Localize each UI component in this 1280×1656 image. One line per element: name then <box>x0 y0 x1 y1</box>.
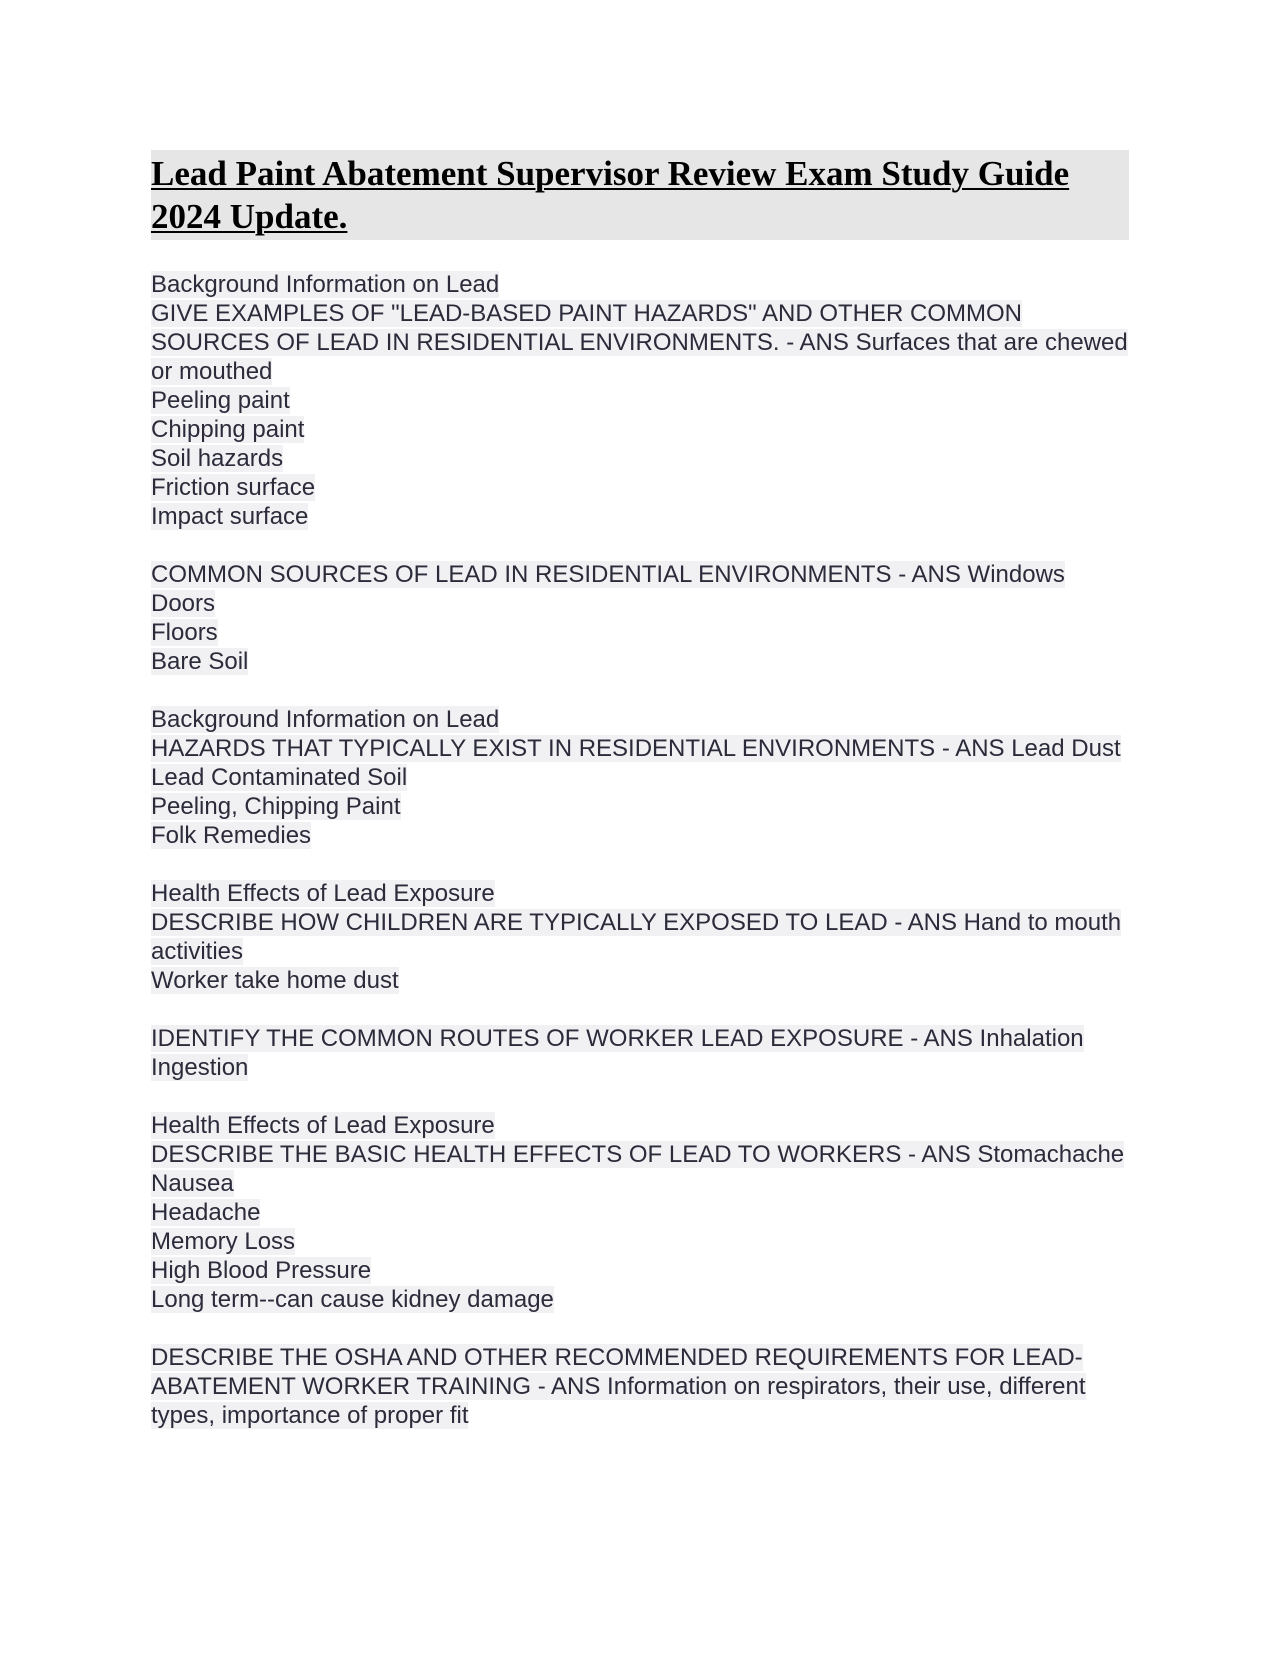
text-line-content: DESCRIBE HOW CHILDREN ARE TYPICALLY EXPOSED TO LEAD - ANS Hand to mouth activities <box>151 909 1122 965</box>
text-line-content: Background Information on Lead <box>151 271 500 298</box>
text-line-content: Doors <box>151 590 216 617</box>
text-line <box>151 1053 1129 1082</box>
text-line-content: Memory Loss <box>151 1228 296 1255</box>
text-line-content: Folk Remedies <box>151 822 312 849</box>
qa-section <box>151 705 1129 850</box>
text-line-content: Chipping paint <box>151 416 305 443</box>
text-line-content: High Blood Pressure <box>151 1257 372 1284</box>
text-line <box>151 1227 1129 1256</box>
text-line-content: Worker take home dust <box>151 967 399 994</box>
qa-section <box>151 879 1129 995</box>
text-line <box>151 299 1129 386</box>
text-line <box>151 1169 1129 1198</box>
qa-section <box>151 560 1129 676</box>
text-line <box>151 473 1129 502</box>
text-line-content: GIVE EXAMPLES OF "LEAD-BASED PAINT HAZARDS" AND OTHER COMMON SOURCES OF LEAD IN RESIDENTIAL ENVIRONMENTS. - ANS Surfaces that are chewed or mouthed <box>151 300 1128 385</box>
qa-section <box>151 1343 1129 1430</box>
text-line <box>151 1140 1129 1169</box>
text-line-content: Peeling paint <box>151 387 290 414</box>
text-line <box>151 618 1129 647</box>
text-line <box>151 415 1129 444</box>
text-line-content: HAZARDS THAT TYPICALLY EXIST IN RESIDENTIAL ENVIRONMENTS - ANS Lead Dust <box>151 735 1121 762</box>
text-line <box>151 1285 1129 1314</box>
text-line-content: Long term--can cause kidney damage <box>151 1286 554 1313</box>
text-line-content: Soil hazards <box>151 445 284 472</box>
text-line <box>151 734 1129 763</box>
text-line <box>151 444 1129 473</box>
text-line <box>151 647 1129 676</box>
text-line <box>151 966 1129 995</box>
text-line <box>151 763 1129 792</box>
text-line-content: Headache <box>151 1199 261 1226</box>
text-line-content: Health Effects of Lead Exposure <box>151 880 495 907</box>
text-line <box>151 589 1129 618</box>
text-line-content: DESCRIBE THE OSHA AND OTHER RECOMMENDED REQUIREMENTS FOR LEAD-ABATEMENT WORKER TRAINING - ANS Information on respirators, their use, different types, importance of proper fit <box>151 1344 1086 1429</box>
qa-section <box>151 270 1129 531</box>
text-line-content: COMMON SOURCES OF LEAD IN RESIDENTIAL ENVIRONMENTS - ANS Windows <box>151 561 1065 588</box>
text-line <box>151 1024 1129 1053</box>
text-line-content: Peeling, Chipping Paint <box>151 793 401 820</box>
qa-section <box>151 1111 1129 1314</box>
text-line-content: DESCRIBE THE BASIC HEALTH EFFECTS OF LEAD TO WORKERS - ANS Stomachache <box>151 1141 1125 1168</box>
text-line <box>151 879 1129 908</box>
text-line-content: Health Effects of Lead Exposure <box>151 1112 495 1139</box>
text-line <box>151 705 1129 734</box>
text-line-content: Impact surface <box>151 503 309 530</box>
document-body <box>151 270 1129 1430</box>
text-line-content: Floors <box>151 619 218 646</box>
text-line <box>151 792 1129 821</box>
text-line-content: Lead Contaminated Soil <box>151 764 408 791</box>
text-line-content: Bare Soil <box>151 648 249 675</box>
text-line <box>151 1256 1129 1285</box>
text-line <box>151 560 1129 589</box>
text-line <box>151 821 1129 850</box>
text-line <box>151 1111 1129 1140</box>
document-page <box>151 150 1129 1459</box>
text-line <box>151 1343 1129 1430</box>
title-highlight <box>151 150 1129 240</box>
text-line <box>151 908 1129 966</box>
text-line <box>151 1198 1129 1227</box>
qa-section <box>151 1024 1129 1082</box>
document-title: Lead Paint Abatement Supervisor Review Exam Study Guide 2024 Update. <box>151 154 1070 236</box>
text-line-content: Ingestion <box>151 1054 249 1081</box>
text-line-content: IDENTIFY THE COMMON ROUTES OF WORKER LEAD EXPOSURE - ANS Inhalation <box>151 1025 1084 1052</box>
text-line <box>151 502 1129 531</box>
text-line-content: Nausea <box>151 1170 234 1197</box>
text-line <box>151 270 1129 299</box>
text-line-content: Background Information on Lead <box>151 706 500 733</box>
text-line <box>151 386 1129 415</box>
text-line-content: Friction surface <box>151 474 316 501</box>
